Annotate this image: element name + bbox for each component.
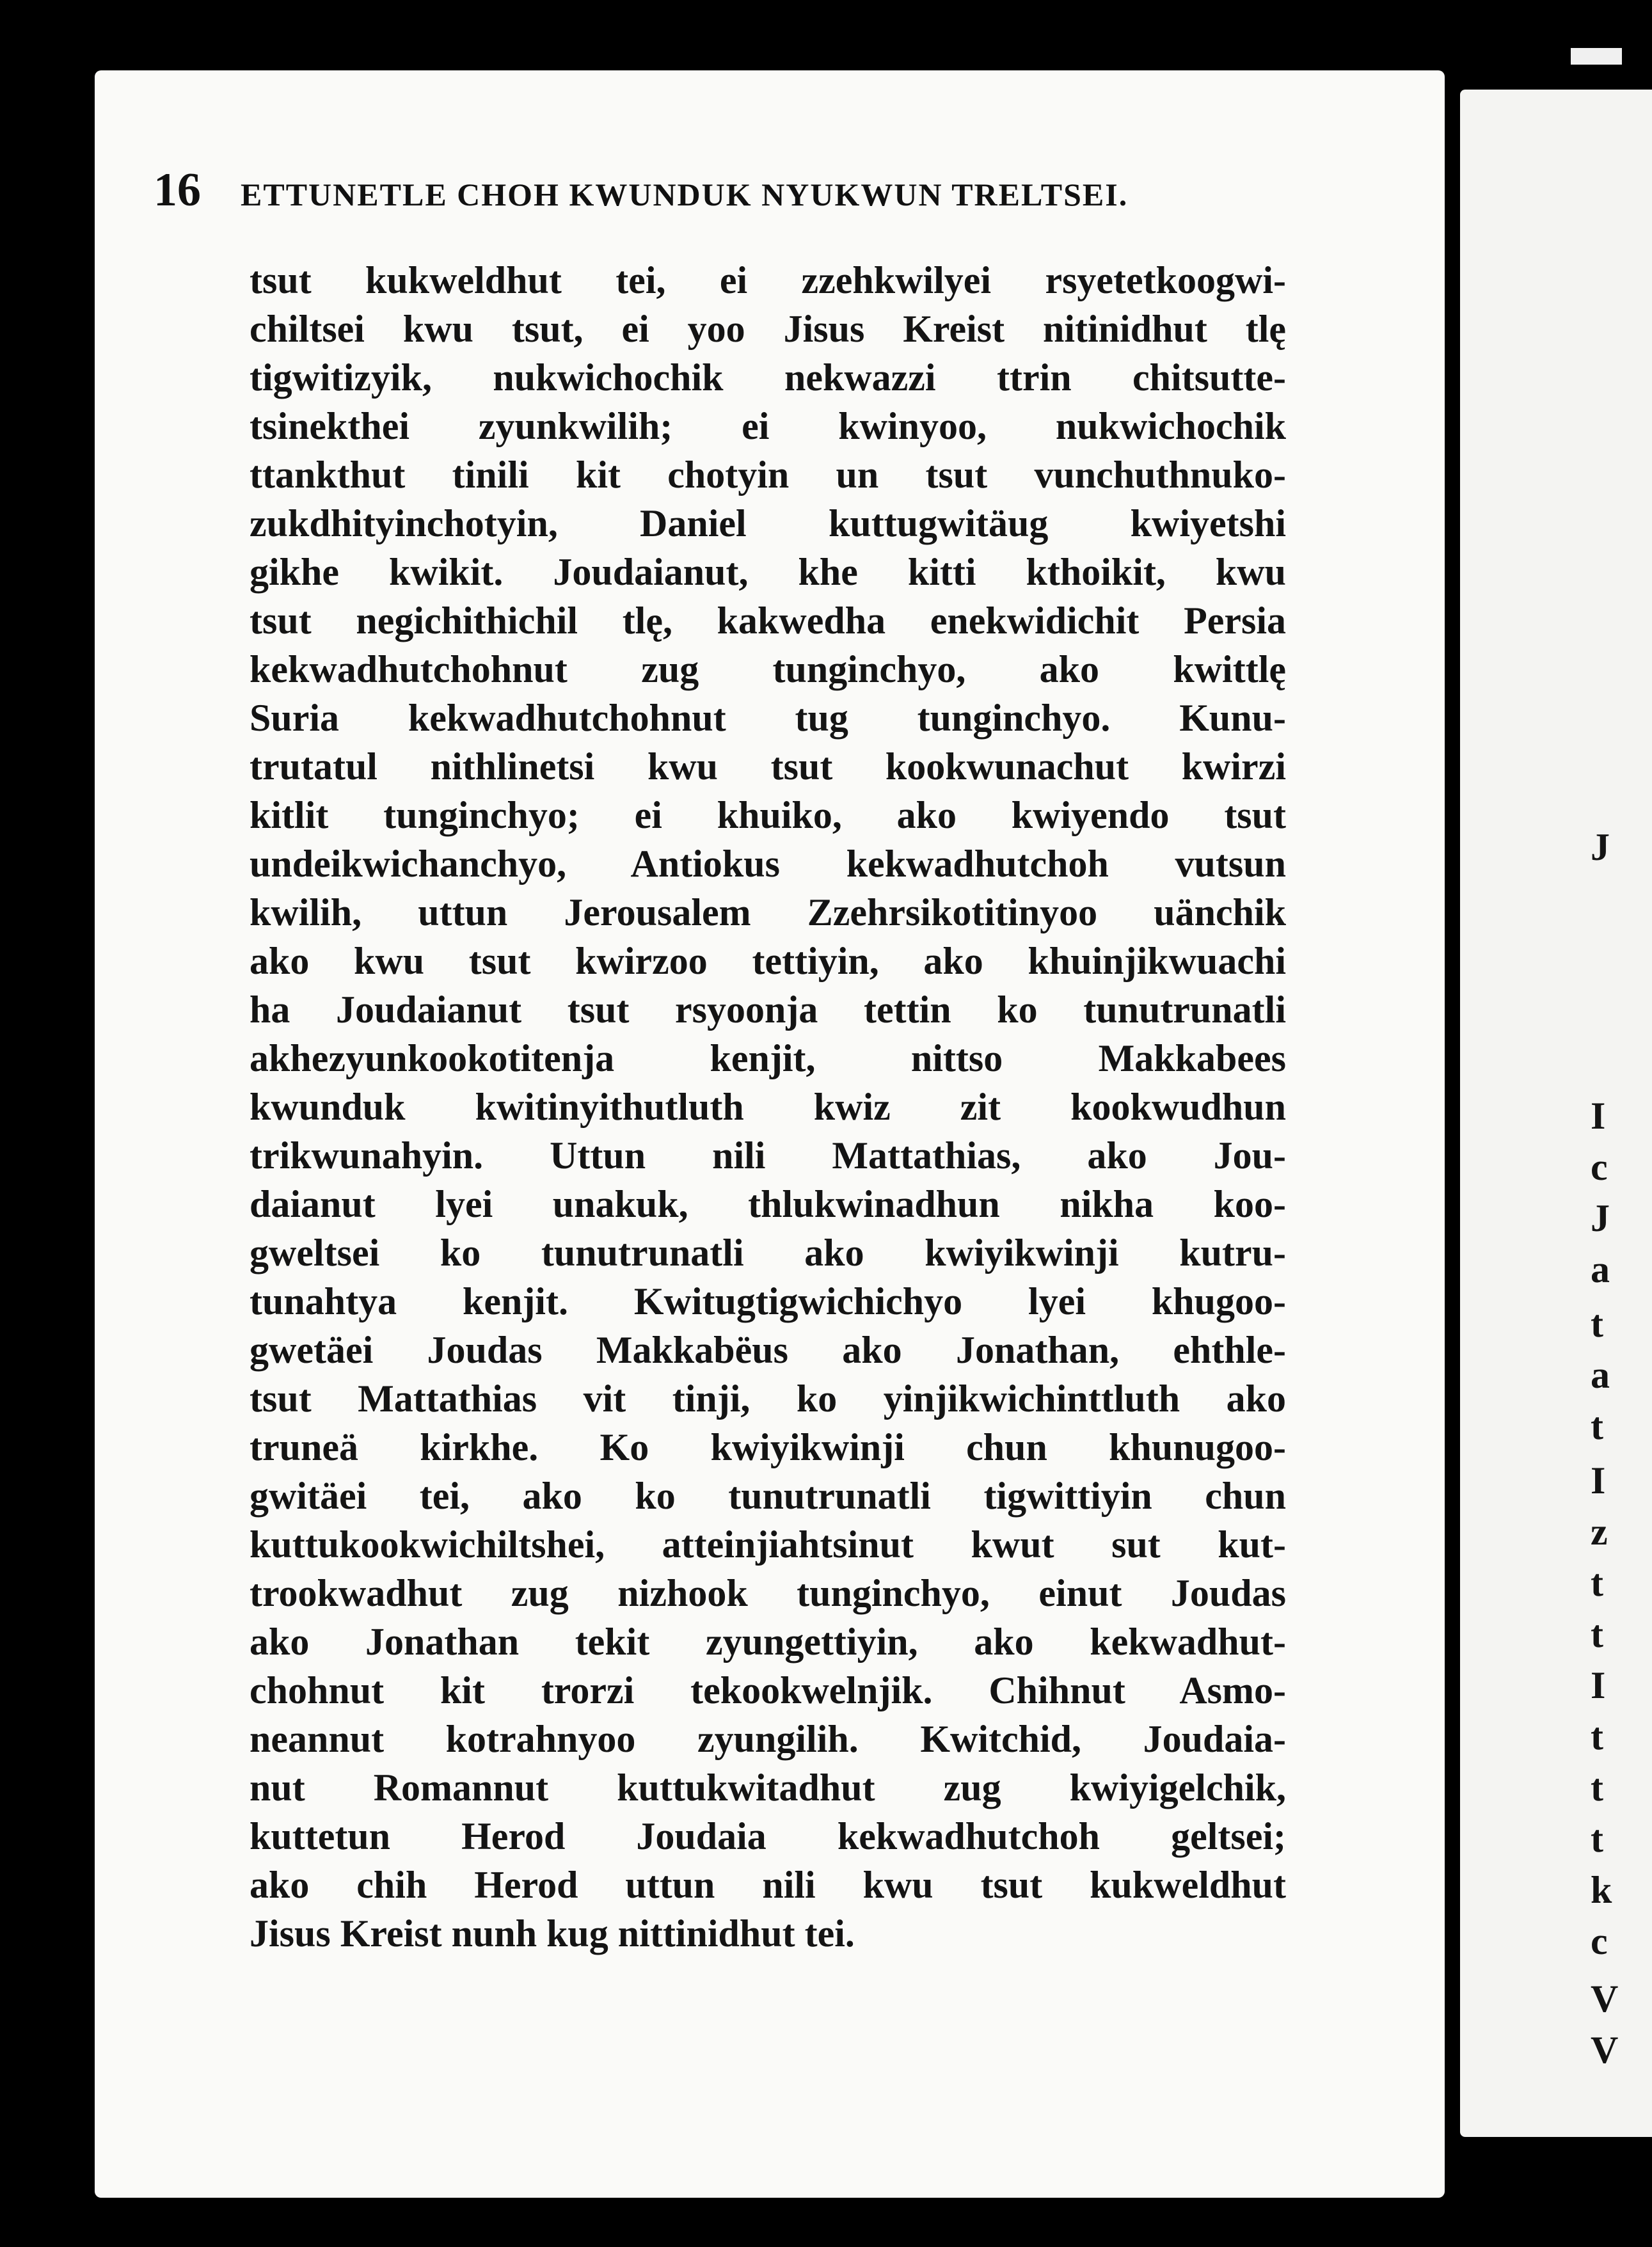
text-line: akhezyunkookotitenja kenjit, nittso Makkabees	[250, 1037, 1286, 1079]
adjacent-page-fragment: J	[1591, 826, 1610, 868]
text-line: zukdhityinchotyin, Daniel kuttugwitäug kwiyetshi	[250, 502, 1286, 544]
text-line: Suria kekwadhutchohnut tug tunginchyo. Kunu-	[250, 697, 1286, 739]
adjacent-page-fragment: c	[1591, 1146, 1608, 1188]
text-line: tigwitizyik, nukwichochik nekwazzi ttrin chitsutte-	[250, 356, 1286, 399]
adjacent-page-edge	[1460, 90, 1652, 2137]
text-line: kuttukookwichiltshei, atteinjiahtsinut kwut sut kut-	[250, 1523, 1286, 1566]
text-line: trutatul nithlinetsi kwu tsut kookwunachut kwirzi	[250, 745, 1286, 788]
text-line: tunahtya kenjit. Kwitugtigwichichyo lyei khugoo-	[250, 1280, 1286, 1322]
text-line: tsut kukweldhut tei, ei zzehkwilyei rsyetetkoogwi-	[250, 259, 1286, 301]
text-line: kwunduk kwitinyithutluth kwiz zit kookwudhun	[250, 1086, 1286, 1128]
adjacent-page-fragment: t	[1591, 1303, 1603, 1345]
text-line: daianut lyei unakuk, thlukwinadhun nikha koo-	[250, 1183, 1286, 1225]
text-line: gwitäei tei, ako ko tunutrunatli tigwittiyin chun	[250, 1475, 1286, 1517]
text-line: ako chih Herod uttun nili kwu tsut kukweldhut	[250, 1864, 1286, 1906]
text-line: tsinekthei zyunkwilih; ei kwinyoo, nukwichochik	[250, 405, 1286, 447]
text-line: gwetäei Joudas Makkabëus ako Jonathan, ehthle-	[250, 1329, 1286, 1371]
text-line: nut Romannut kuttukwitadhut zug kwiyigelchik,	[250, 1767, 1286, 1809]
text-line: ako Jonathan tekit zyungettiyin, ako kekwadhut-	[250, 1621, 1286, 1663]
adjacent-page-fragment: t	[1591, 1405, 1603, 1447]
page-number: 16	[154, 164, 201, 216]
adjacent-page-fragment: k	[1591, 1869, 1612, 1911]
adjacent-page-fragment: V	[1591, 2029, 1619, 2071]
body-text	[250, 256, 1286, 1958]
text-line: ttankthut tinili kit chotyin un tsut vunchuthnuko-	[250, 454, 1286, 496]
text-line: tsut negichithichil tlę, kakwedha enekwidichit Persia	[250, 599, 1286, 642]
text-line: kuttetun Herod Joudaia kekwadhutchoh geltsei;	[250, 1815, 1286, 1857]
adjacent-page-fragment: t	[1591, 1818, 1603, 1860]
text-line: undeikwichanchyo, Antiokus kekwadhutchoh vutsun	[250, 843, 1286, 885]
text-line: chohnut kit trorzi tekookwelnjik. Chihnut Asmo-	[250, 1669, 1286, 1711]
text-line: ako kwu tsut kwirzoo tettiyin, ako khuinjikwuachi	[250, 940, 1286, 982]
running-title: ETTUNETLE CHOH KWUNDUK NYUKWUN TRELTSEI.	[241, 177, 1129, 212]
text-line: ha Joudaianut tsut rsyoonja tettin ko tunutrunatli	[250, 989, 1286, 1031]
adjacent-page-tab	[1571, 48, 1622, 65]
adjacent-page-fragment: J	[1591, 1197, 1610, 1239]
text-line: kitlit tunginchyo; ei khuiko, ako kwiyendo tsut	[250, 794, 1286, 836]
adjacent-page-fragment: c	[1591, 1920, 1608, 1962]
adjacent-page-fragment: t	[1591, 1613, 1603, 1655]
text-line: kekwadhutchohnut zug tunginchyo, ako kwittlę	[250, 648, 1286, 690]
text-line: truneä kirkhe. Ko kwiyikwinji chun khunugoo-	[250, 1426, 1286, 1468]
adjacent-page-fragment: t	[1591, 1715, 1603, 1758]
adjacent-page-fragment: I	[1591, 1664, 1606, 1706]
text-line: trikwunahyin. Uttun nili Mattathias, ako Jou-	[250, 1134, 1286, 1177]
text-line: neannut kotrahnyoo zyungilih. Kwitchid, Joudaia-	[250, 1718, 1286, 1760]
adjacent-page-fragment: V	[1591, 1978, 1619, 2020]
text-line: kwilih, uttun Jerousalem Zzehrsikotitinyoo uänchik	[250, 891, 1286, 933]
text-line: chiltsei kwu tsut, ei yoo Jisus Kreist nitinidhut tlę	[250, 308, 1286, 350]
adjacent-page-fragment: a	[1591, 1248, 1610, 1290]
adjacent-page-fragment: I	[1591, 1459, 1606, 1502]
adjacent-page-fragment: t	[1591, 1562, 1603, 1604]
text-line: gweltsei ko tunutrunatli ako kwiyikwinji kutru-	[250, 1232, 1286, 1274]
page-header	[154, 163, 1273, 218]
adjacent-page-fragment: a	[1591, 1354, 1610, 1396]
adjacent-page-fragment: I	[1591, 1095, 1606, 1137]
text-line: tsut Mattathias vit tinji, ko yinjikwichinttluth ako	[250, 1378, 1286, 1420]
text-line: trookwadhut zug nizhook tunginchyo, einut Joudas	[250, 1572, 1286, 1614]
text-line: gikhe kwikit. Joudaianut, khe kitti kthoikit, kwu	[250, 551, 1286, 593]
adjacent-page-fragment: t	[1591, 1767, 1603, 1809]
text-line: Jisus Kreist nunh kug nittinidhut tei.	[250, 1912, 855, 1955]
adjacent-page-fragment: z	[1591, 1511, 1608, 1553]
